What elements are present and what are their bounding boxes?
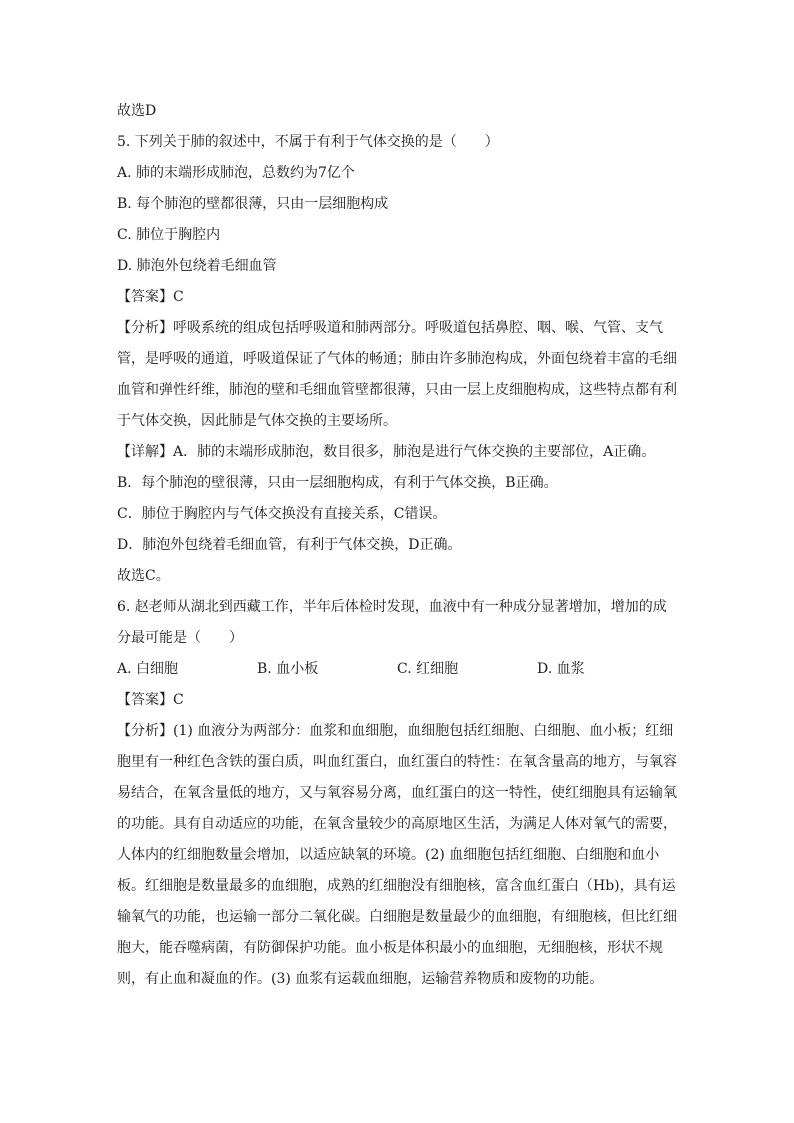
question-5-option-b: B. 每个肺泡的壁都很薄，只由一层细胞构成 xyxy=(117,196,389,212)
question-5-option-a: A. 肺的末端形成肺泡，总数约为7亿个 xyxy=(117,165,355,181)
question-5-detail-c: C．肺位于胸腔内与气体交换没有直接关系，C错误。 xyxy=(117,506,447,522)
question-5-analysis: 【分析】呼吸系统的组成包括呼吸道和肺两部分。呼吸道包括鼻腔、咽、喉、气管、支气管，是呼吸的通道，呼吸道保证了气体的畅通；肺由许多肺泡构成，外面包绕着丰富的毛细血管和弹性纤维，肺泡的壁和毛细血管壁都很薄，只由一层上皮细胞构成，这些特点都有利于气体交换，因此肺是气体交换的主要场所。 xyxy=(117,320,677,429)
question-5-option-d: D. 肺泡外包绕着毛细血管 xyxy=(117,258,277,274)
question-6-answer: 【答案】C xyxy=(117,692,184,708)
question-5-stem: 5. 下列关于肺的叙述中，不属于有利于气体交换的是（ ） xyxy=(117,134,499,150)
question-5-detail-a: 【详解】A．肺的末端形成肺泡，数目很多，肺泡是进行气体交换的主要部位，A正确。 xyxy=(117,444,656,460)
question-6-stem: 6. 赵老师从湖北到西藏工作，半年后体检时发现，血液中有一种成分显著增加，增加的成分最可能是（ ） xyxy=(117,599,667,646)
question-6-option-b: B. 血小板 xyxy=(257,661,319,677)
previous-conclusion: 故选D xyxy=(117,103,157,119)
question-6-option-c: C. 红细胞 xyxy=(397,661,459,677)
question-6-analysis: 【分析】(1) 血液分为两部分：血浆和血细胞，血细胞包括红细胞、白细胞、血小板；红细胞里有一种红色含铁的蛋白质，叫血红蛋白，血红蛋白的特性：在氧含量高的地方，与氧容易结合，在氧含量低的地方，又与氧容易分离，血红蛋白的这一特性，使红细胞具有运输氧的功能。具有自动适应的功能，在氧含量较少的高原地区生活，为满足人体对氧气的需要，人体内的红细胞数量会增加，以适应缺氧的环境。(2) 血细胞包括红细胞、白细胞和血小板。红细胞是数量最多的血细胞，成熟的红细胞没有细胞核，富含血红蛋白（Hb)，具有运输氧气的功能，也运输一部分二氧化碳。白细胞是数量最少的血细胞，有细胞核，但比红细胞大，能吞噬病菌，有防御保护功能。血小板是体积最小的血细胞，无细胞核，形状不规则，有止血和凝血的作。(3) 血浆有运载血细胞，运输营养物质和废物的功能。 xyxy=(117,723,677,987)
document-page xyxy=(117,96,677,995)
question-6-option-a: A. 白细胞 xyxy=(117,661,179,677)
question-5-option-c: C. 肺位于胸腔内 xyxy=(117,227,221,243)
question-6-options xyxy=(117,654,677,685)
question-6-option-d: D. 血浆 xyxy=(537,661,585,677)
question-5-detail-d: D．肺泡外包绕着毛细血管，有利于气体交换，D正确。 xyxy=(117,537,462,553)
question-5-answer: 【答案】C xyxy=(117,289,184,305)
question-5-detail-b: B．每个肺泡的壁很薄，只由一层细胞构成，有利于气体交换，B正确。 xyxy=(117,475,558,491)
question-5-conclusion: 故选C。 xyxy=(117,568,170,584)
